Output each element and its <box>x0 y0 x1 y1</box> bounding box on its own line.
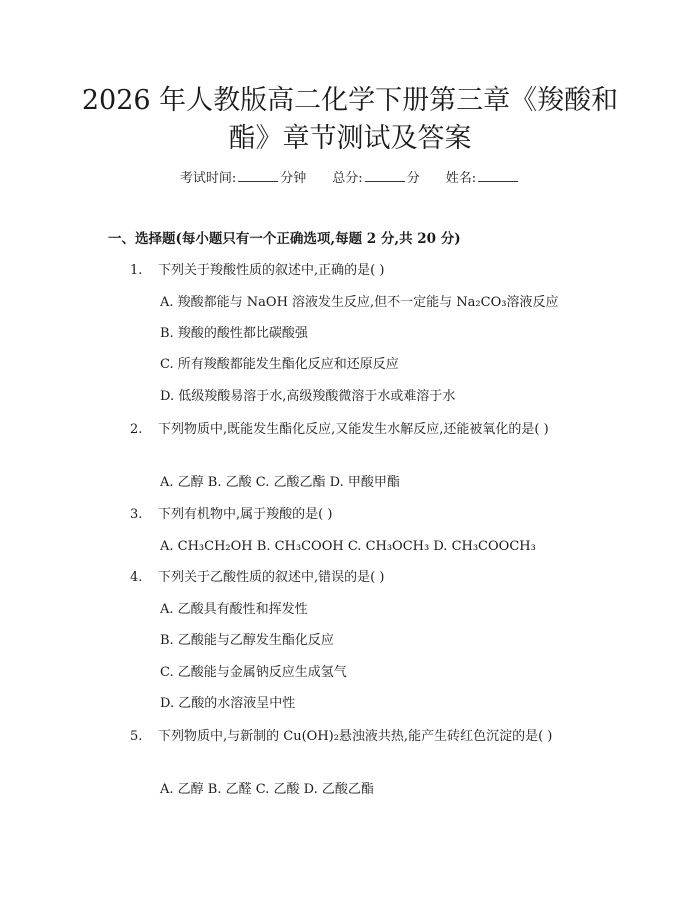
question-3-options: A. CH₃CH₂OH B. CH₃COOH C. CH₃OCH₃ D. CH₃COOCH₃ <box>160 539 536 554</box>
question-4-option-a: A. 乙酸具有酸性和挥发性 <box>160 602 308 617</box>
question-stem: 下列关于乙酸性质的叙述中,错误的是( ) <box>158 570 385 585</box>
question-number: 1. <box>130 263 143 278</box>
question-4-option-b: B. 乙酸能与乙醇发生酯化反应 <box>160 633 334 648</box>
page-title: 2026 年人教版高二化学下册第三章《羧酸和酯》章节测试及答案 <box>81 85 619 154</box>
question-1-option-d: D. 低级羧酸易溶于水,高级羧酸微溶于水或难溶于水 <box>160 389 456 404</box>
question-5-options: A. 乙醇 B. 乙醛 C. 乙酸 D. 乙酸乙酯 <box>160 782 374 797</box>
total-score-blank[interactable] <box>365 169 405 182</box>
question-number: 4. <box>130 570 143 585</box>
question-stem: 下列关于羧酸性质的叙述中,正确的是( ) <box>158 263 385 278</box>
question-1-option-b: B. 羧酸的酸性都比碳酸强 <box>160 326 308 341</box>
question-number: 5. <box>130 729 143 744</box>
question-4-option-d: D. 乙酸的水溶液呈中性 <box>160 696 296 711</box>
question-2-options: A. 乙醇 B. 乙酸 C. 乙酸乙酯 D. 甲酸甲酯 <box>160 475 400 490</box>
total-score-label: 总分: <box>332 171 363 186</box>
exam-time-unit: 分钟 <box>280 171 307 186</box>
question-2 <box>108 421 598 439</box>
question-1-option-a: A. 羧酸都能与 NaOH 溶液发生反应,但不一定能与 Na₂CO₃溶液反应 <box>160 295 559 310</box>
exam-time-blank[interactable] <box>238 169 278 182</box>
exam-time-label: 考试时间: <box>179 171 237 186</box>
question-4-option-c: C. 乙酸能与金属钠反应生成氢气 <box>160 665 347 680</box>
question-3 <box>108 506 598 524</box>
student-name-label: 姓名: <box>445 171 477 186</box>
question-stem: 下列有机物中,属于羧酸的是( ) <box>158 507 333 522</box>
question-number: 3. <box>130 507 143 522</box>
question-5 <box>108 728 598 746</box>
total-score-unit: 分 <box>406 171 420 186</box>
question-stem: 下列物质中,与新制的 Cu(OH)₂悬浊液共热,能产生砖红色沉淀的是( ) <box>158 729 553 744</box>
exam-meta <box>0 169 700 188</box>
question-stem: 下列物质中,既能发生酯化反应,又能发生水解反应,还能被氧化的是( ) <box>158 422 549 437</box>
question-1 <box>108 262 598 280</box>
question-1-option-c: C. 所有羧酸都能发生酯化反应和还原反应 <box>160 357 399 372</box>
student-name-blank[interactable] <box>478 169 518 182</box>
question-number: 2. <box>130 422 143 437</box>
question-4 <box>108 569 598 587</box>
section-heading: 一、选择题(每小题只有一个正确选项,每题 2 分,共 20 分) <box>108 231 461 247</box>
